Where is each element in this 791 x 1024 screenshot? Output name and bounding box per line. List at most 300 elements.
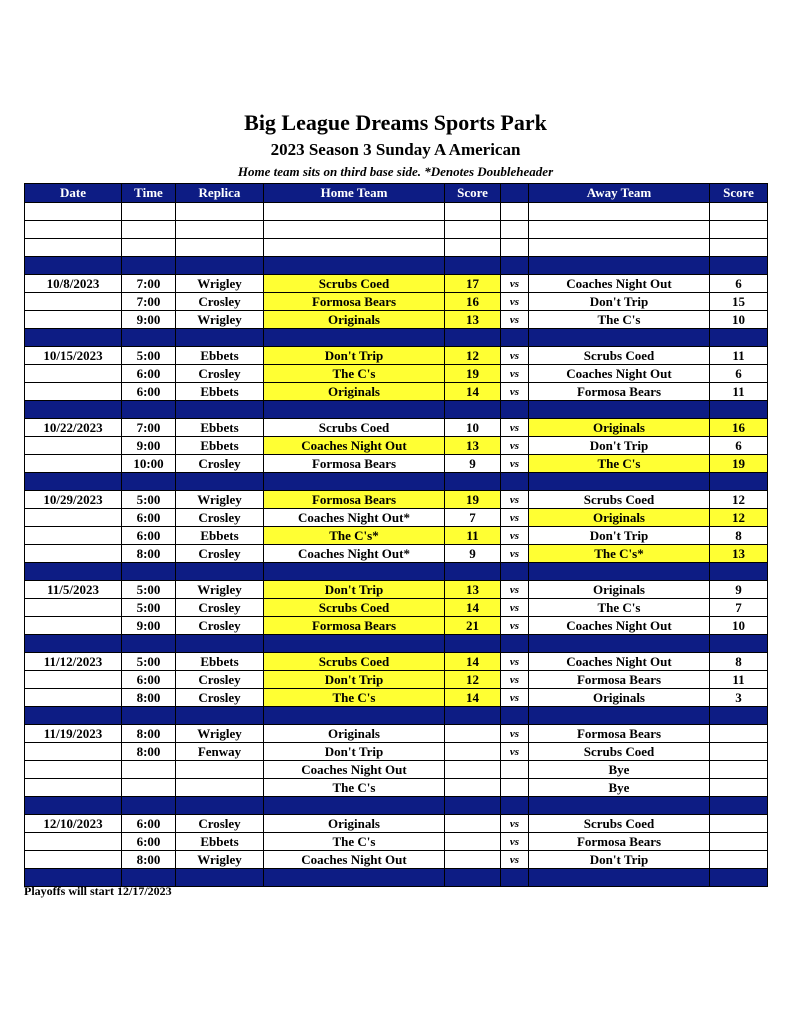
cell-home-score <box>445 239 501 257</box>
cell-date: 10/29/2023 <box>25 491 122 509</box>
cell-time <box>122 239 176 257</box>
cell-time: 8:00 <box>122 743 176 761</box>
cell-date: 10/15/2023 <box>25 347 122 365</box>
cell-replica: Wrigley <box>176 275 264 293</box>
cell-away-score: 11 <box>710 671 768 689</box>
cell-home-score: 11 <box>445 527 501 545</box>
cell-vs <box>501 257 529 275</box>
cell-vs: vs <box>501 581 529 599</box>
cell-away-team <box>529 221 710 239</box>
cell-vs: vs <box>501 653 529 671</box>
cell-home-team: Formosa Bears <box>264 293 445 311</box>
cell-home-score: 12 <box>445 347 501 365</box>
cell-replica: Crosley <box>176 365 264 383</box>
cell-away-score <box>710 401 768 419</box>
cell-home-team <box>264 563 445 581</box>
cell-away-team <box>529 329 710 347</box>
cell-home-team: Don't Trip <box>264 581 445 599</box>
cell-vs: vs <box>501 293 529 311</box>
cell-date <box>25 257 122 275</box>
cell-away-team <box>529 869 710 887</box>
cell-replica <box>176 869 264 887</box>
cell-home-score <box>445 869 501 887</box>
cell-time: 6:00 <box>122 815 176 833</box>
cell-away-score: 8 <box>710 527 768 545</box>
cell-replica <box>176 779 264 797</box>
cell-replica <box>176 257 264 275</box>
cell-away-team: Don't Trip <box>529 527 710 545</box>
cell-vs: vs <box>501 851 529 869</box>
cell-replica <box>176 203 264 221</box>
cell-away-score <box>710 815 768 833</box>
cell-date <box>25 635 122 653</box>
blank-row <box>25 221 768 239</box>
cell-home-score: 7 <box>445 509 501 527</box>
cell-home-score: 14 <box>445 653 501 671</box>
table-row <box>25 581 768 599</box>
table-row <box>25 761 768 779</box>
cell-away-team: Scrubs Coed <box>529 743 710 761</box>
cell-home-score <box>445 797 501 815</box>
cell-home-team: Coaches Night Out <box>264 761 445 779</box>
cell-replica: Ebbets <box>176 419 264 437</box>
cell-home-score: 16 <box>445 293 501 311</box>
cell-away-team: Scrubs Coed <box>529 815 710 833</box>
cell-date <box>25 473 122 491</box>
cell-date <box>25 221 122 239</box>
cell-away-score <box>710 257 768 275</box>
cell-away-score: 15 <box>710 293 768 311</box>
cell-vs: vs <box>501 689 529 707</box>
cell-time: 6:00 <box>122 527 176 545</box>
cell-away-team <box>529 401 710 419</box>
cell-replica <box>176 635 264 653</box>
cell-vs: vs <box>501 725 529 743</box>
cell-replica <box>176 239 264 257</box>
cell-home-team: Originals <box>264 815 445 833</box>
cell-home-team <box>264 473 445 491</box>
cell-home-team: The C's* <box>264 527 445 545</box>
cell-away-team: The C's <box>529 599 710 617</box>
table-row <box>25 599 768 617</box>
cell-home-score: 14 <box>445 689 501 707</box>
cell-home-score <box>445 725 501 743</box>
cell-time <box>122 779 176 797</box>
cell-away-team: Formosa Bears <box>529 383 710 401</box>
cell-home-score: 21 <box>445 617 501 635</box>
table-row <box>25 833 768 851</box>
cell-replica <box>176 563 264 581</box>
cell-away-score: 8 <box>710 653 768 671</box>
cell-home-score: 13 <box>445 581 501 599</box>
cell-vs: vs <box>501 419 529 437</box>
cell-away-team <box>529 707 710 725</box>
cell-date <box>25 707 122 725</box>
cell-away-score <box>710 869 768 887</box>
cell-vs: vs <box>501 311 529 329</box>
week-separator-row <box>25 563 768 581</box>
cell-home-score <box>445 707 501 725</box>
cell-home-team: Originals <box>264 311 445 329</box>
cell-vs: vs <box>501 365 529 383</box>
cell-away-team <box>529 203 710 221</box>
cell-date: 10/22/2023 <box>25 419 122 437</box>
blank-row <box>25 203 768 221</box>
cell-away-team: Formosa Bears <box>529 671 710 689</box>
cell-away-team: Bye <box>529 761 710 779</box>
cell-replica: Wrigley <box>176 491 264 509</box>
cell-home-team: Coaches Night Out* <box>264 545 445 563</box>
cell-vs: vs <box>501 383 529 401</box>
cell-away-score: 16 <box>710 419 768 437</box>
cell-time: 5:00 <box>122 599 176 617</box>
cell-time: 6:00 <box>122 383 176 401</box>
page-title: Big League Dreams Sports Park <box>244 110 547 135</box>
cell-vs <box>501 329 529 347</box>
cell-home-score: 19 <box>445 365 501 383</box>
cell-vs: vs <box>501 437 529 455</box>
cell-home-score <box>445 779 501 797</box>
cell-replica: Wrigley <box>176 851 264 869</box>
cell-replica: Ebbets <box>176 653 264 671</box>
col-header-vs <box>501 184 529 203</box>
cell-home-team <box>264 257 445 275</box>
cell-away-score <box>710 473 768 491</box>
cell-date <box>25 509 122 527</box>
cell-home-score: 17 <box>445 275 501 293</box>
cell-home-score <box>445 329 501 347</box>
week-separator-row <box>25 707 768 725</box>
cell-away-team: The C's* <box>529 545 710 563</box>
col-header-home-team: Home Team <box>264 184 445 203</box>
cell-vs <box>501 797 529 815</box>
cell-date <box>25 851 122 869</box>
cell-date <box>25 311 122 329</box>
cell-away-score <box>710 851 768 869</box>
cell-date <box>25 617 122 635</box>
table-row <box>25 293 768 311</box>
cell-replica: Wrigley <box>176 311 264 329</box>
table-row <box>25 347 768 365</box>
header-note: Home team sits on third base side. *Denotes Doubleheader <box>237 164 554 179</box>
cell-date: 12/10/2023 <box>25 815 122 833</box>
cell-date <box>25 401 122 419</box>
table-row <box>25 509 768 527</box>
cell-away-score <box>710 779 768 797</box>
week-separator-row <box>25 329 768 347</box>
cell-date <box>25 545 122 563</box>
cell-time: 7:00 <box>122 293 176 311</box>
cell-date <box>25 761 122 779</box>
cell-time <box>122 635 176 653</box>
cell-home-team: Scrubs Coed <box>264 419 445 437</box>
cell-home-score <box>445 401 501 419</box>
cell-home-team: Coaches Night Out <box>264 437 445 455</box>
cell-home-team <box>264 221 445 239</box>
table-row <box>25 275 768 293</box>
cell-replica <box>176 473 264 491</box>
cell-replica: Crosley <box>176 293 264 311</box>
cell-replica <box>176 221 264 239</box>
col-header-replica: Replica <box>176 184 264 203</box>
cell-replica: Wrigley <box>176 725 264 743</box>
cell-replica: Ebbets <box>176 437 264 455</box>
cell-date <box>25 455 122 473</box>
cell-date <box>25 563 122 581</box>
cell-time: 9:00 <box>122 437 176 455</box>
col-header-time: Time <box>122 184 176 203</box>
cell-home-score <box>445 761 501 779</box>
table-row <box>25 455 768 473</box>
cell-vs: vs <box>501 833 529 851</box>
cell-home-score: 13 <box>445 311 501 329</box>
cell-replica: Crosley <box>176 599 264 617</box>
cell-away-score: 12 <box>710 509 768 527</box>
table-row <box>25 779 768 797</box>
table-header-row <box>25 184 768 203</box>
col-header-away-score: Score <box>710 184 768 203</box>
cell-date: 11/12/2023 <box>25 653 122 671</box>
cell-away-score: 19 <box>710 455 768 473</box>
blank-row <box>25 239 768 257</box>
cell-date <box>25 293 122 311</box>
cell-vs: vs <box>501 491 529 509</box>
cell-away-team <box>529 797 710 815</box>
cell-home-team <box>264 203 445 221</box>
table-row <box>25 311 768 329</box>
cell-away-team: Scrubs Coed <box>529 491 710 509</box>
cell-vs: vs <box>501 599 529 617</box>
cell-away-team <box>529 563 710 581</box>
cell-away-team: Don't Trip <box>529 437 710 455</box>
cell-away-score: 6 <box>710 437 768 455</box>
cell-away-team: Formosa Bears <box>529 725 710 743</box>
cell-home-team: Originals <box>264 383 445 401</box>
cell-vs: vs <box>501 617 529 635</box>
cell-time: 5:00 <box>122 347 176 365</box>
cell-time <box>122 401 176 419</box>
cell-date <box>25 437 122 455</box>
cell-time: 10:00 <box>122 455 176 473</box>
week-separator-row <box>25 401 768 419</box>
cell-home-team: The C's <box>264 833 445 851</box>
cell-away-team <box>529 635 710 653</box>
cell-time <box>122 563 176 581</box>
cell-away-score: 11 <box>710 383 768 401</box>
cell-home-team: Don't Trip <box>264 347 445 365</box>
cell-home-score <box>445 221 501 239</box>
cell-vs: vs <box>501 347 529 365</box>
cell-away-score: 6 <box>710 365 768 383</box>
cell-away-score: 13 <box>710 545 768 563</box>
cell-away-team: The C's <box>529 311 710 329</box>
cell-date: 10/8/2023 <box>25 275 122 293</box>
table-row <box>25 617 768 635</box>
cell-home-score: 19 <box>445 491 501 509</box>
cell-time: 9:00 <box>122 311 176 329</box>
cell-away-team: The C's <box>529 455 710 473</box>
cell-home-score: 14 <box>445 599 501 617</box>
cell-vs: vs <box>501 545 529 563</box>
cell-away-score <box>710 329 768 347</box>
cell-time: 6:00 <box>122 833 176 851</box>
cell-away-score <box>710 239 768 257</box>
cell-away-team: Bye <box>529 779 710 797</box>
cell-vs <box>501 869 529 887</box>
table-row <box>25 437 768 455</box>
cell-vs <box>501 779 529 797</box>
cell-time: 8:00 <box>122 851 176 869</box>
cell-home-team <box>264 329 445 347</box>
cell-date <box>25 671 122 689</box>
cell-date: 11/19/2023 <box>25 725 122 743</box>
col-header-away-team: Away Team <box>529 184 710 203</box>
cell-home-score <box>445 851 501 869</box>
cell-vs <box>501 761 529 779</box>
cell-home-team: Formosa Bears <box>264 455 445 473</box>
cell-away-team: Scrubs Coed <box>529 347 710 365</box>
cell-home-team <box>264 707 445 725</box>
cell-home-team: Coaches Night Out* <box>264 509 445 527</box>
cell-time <box>122 221 176 239</box>
cell-replica: Ebbets <box>176 383 264 401</box>
table-row <box>25 851 768 869</box>
cell-vs: vs <box>501 527 529 545</box>
cell-replica: Crosley <box>176 545 264 563</box>
cell-vs <box>501 221 529 239</box>
cell-away-team: Originals <box>529 581 710 599</box>
cell-home-score <box>445 815 501 833</box>
cell-time: 8:00 <box>122 725 176 743</box>
cell-home-score <box>445 833 501 851</box>
cell-home-team <box>264 239 445 257</box>
cell-away-score: 6 <box>710 275 768 293</box>
cell-home-score <box>445 203 501 221</box>
table-row <box>25 365 768 383</box>
table-row <box>25 815 768 833</box>
cell-time <box>122 329 176 347</box>
cell-home-score: 9 <box>445 545 501 563</box>
cell-replica <box>176 797 264 815</box>
cell-away-score <box>710 761 768 779</box>
cell-home-score <box>445 635 501 653</box>
cell-away-score <box>710 635 768 653</box>
col-header-home-score: Score <box>445 184 501 203</box>
cell-home-score: 9 <box>445 455 501 473</box>
cell-away-team: Don't Trip <box>529 851 710 869</box>
cell-time <box>122 797 176 815</box>
cell-home-team: Don't Trip <box>264 743 445 761</box>
cell-home-team: Originals <box>264 725 445 743</box>
cell-date <box>25 779 122 797</box>
cell-vs: vs <box>501 275 529 293</box>
cell-vs <box>501 563 529 581</box>
cell-replica: Ebbets <box>176 527 264 545</box>
table-row <box>25 689 768 707</box>
cell-replica: Crosley <box>176 509 264 527</box>
cell-time <box>122 257 176 275</box>
cell-home-score: 13 <box>445 437 501 455</box>
schedule-body <box>25 203 768 887</box>
cell-home-score: 10 <box>445 419 501 437</box>
cell-time: 6:00 <box>122 509 176 527</box>
cell-home-team <box>264 869 445 887</box>
cell-away-score: 9 <box>710 581 768 599</box>
cell-date <box>25 239 122 257</box>
cell-away-team <box>529 257 710 275</box>
cell-away-score <box>710 203 768 221</box>
cell-away-score: 10 <box>710 311 768 329</box>
cell-date <box>25 599 122 617</box>
cell-away-score <box>710 797 768 815</box>
cell-away-score <box>710 221 768 239</box>
cell-away-score <box>710 707 768 725</box>
cell-home-team: The C's <box>264 365 445 383</box>
cell-home-team: Don't Trip <box>264 671 445 689</box>
cell-home-team <box>264 401 445 419</box>
footer-note: Playoffs will start 12/17/2023 <box>24 884 172 898</box>
cell-away-team: Coaches Night Out <box>529 365 710 383</box>
table-row <box>25 491 768 509</box>
table-row <box>25 527 768 545</box>
cell-date <box>25 689 122 707</box>
cell-time: 6:00 <box>122 671 176 689</box>
cell-away-team: Formosa Bears <box>529 833 710 851</box>
cell-away-team: Coaches Night Out <box>529 617 710 635</box>
cell-away-score: 7 <box>710 599 768 617</box>
cell-home-score <box>445 473 501 491</box>
table-row <box>25 743 768 761</box>
cell-away-team: Don't Trip <box>529 293 710 311</box>
cell-date <box>25 203 122 221</box>
cell-time: 8:00 <box>122 545 176 563</box>
cell-replica: Fenway <box>176 743 264 761</box>
cell-date <box>25 329 122 347</box>
cell-replica: Ebbets <box>176 833 264 851</box>
week-separator-row <box>25 473 768 491</box>
cell-away-score <box>710 833 768 851</box>
week-separator-row <box>25 257 768 275</box>
cell-replica: Crosley <box>176 617 264 635</box>
cell-away-score: 3 <box>710 689 768 707</box>
cell-away-score <box>710 743 768 761</box>
page-subtitle: 2023 Season 3 Sunday A American <box>270 140 521 159</box>
cell-home-team: Formosa Bears <box>264 491 445 509</box>
cell-away-score <box>710 563 768 581</box>
cell-time: 8:00 <box>122 689 176 707</box>
cell-home-team: The C's <box>264 779 445 797</box>
cell-home-team: Scrubs Coed <box>264 653 445 671</box>
cell-time: 5:00 <box>122 653 176 671</box>
table-row <box>25 671 768 689</box>
cell-home-team: Coaches Night Out <box>264 851 445 869</box>
cell-time: 5:00 <box>122 581 176 599</box>
col-header-date: Date <box>25 184 122 203</box>
cell-home-team: Scrubs Coed <box>264 599 445 617</box>
cell-home-score: 12 <box>445 671 501 689</box>
cell-date <box>25 833 122 851</box>
cell-vs <box>501 635 529 653</box>
cell-away-team: Originals <box>529 509 710 527</box>
cell-away-team: Originals <box>529 419 710 437</box>
cell-date: 11/5/2023 <box>25 581 122 599</box>
cell-home-team: Formosa Bears <box>264 617 445 635</box>
cell-home-team: The C's <box>264 689 445 707</box>
schedule-table <box>24 183 768 887</box>
cell-replica <box>176 401 264 419</box>
cell-vs: vs <box>501 815 529 833</box>
cell-away-team: Coaches Night Out <box>529 653 710 671</box>
